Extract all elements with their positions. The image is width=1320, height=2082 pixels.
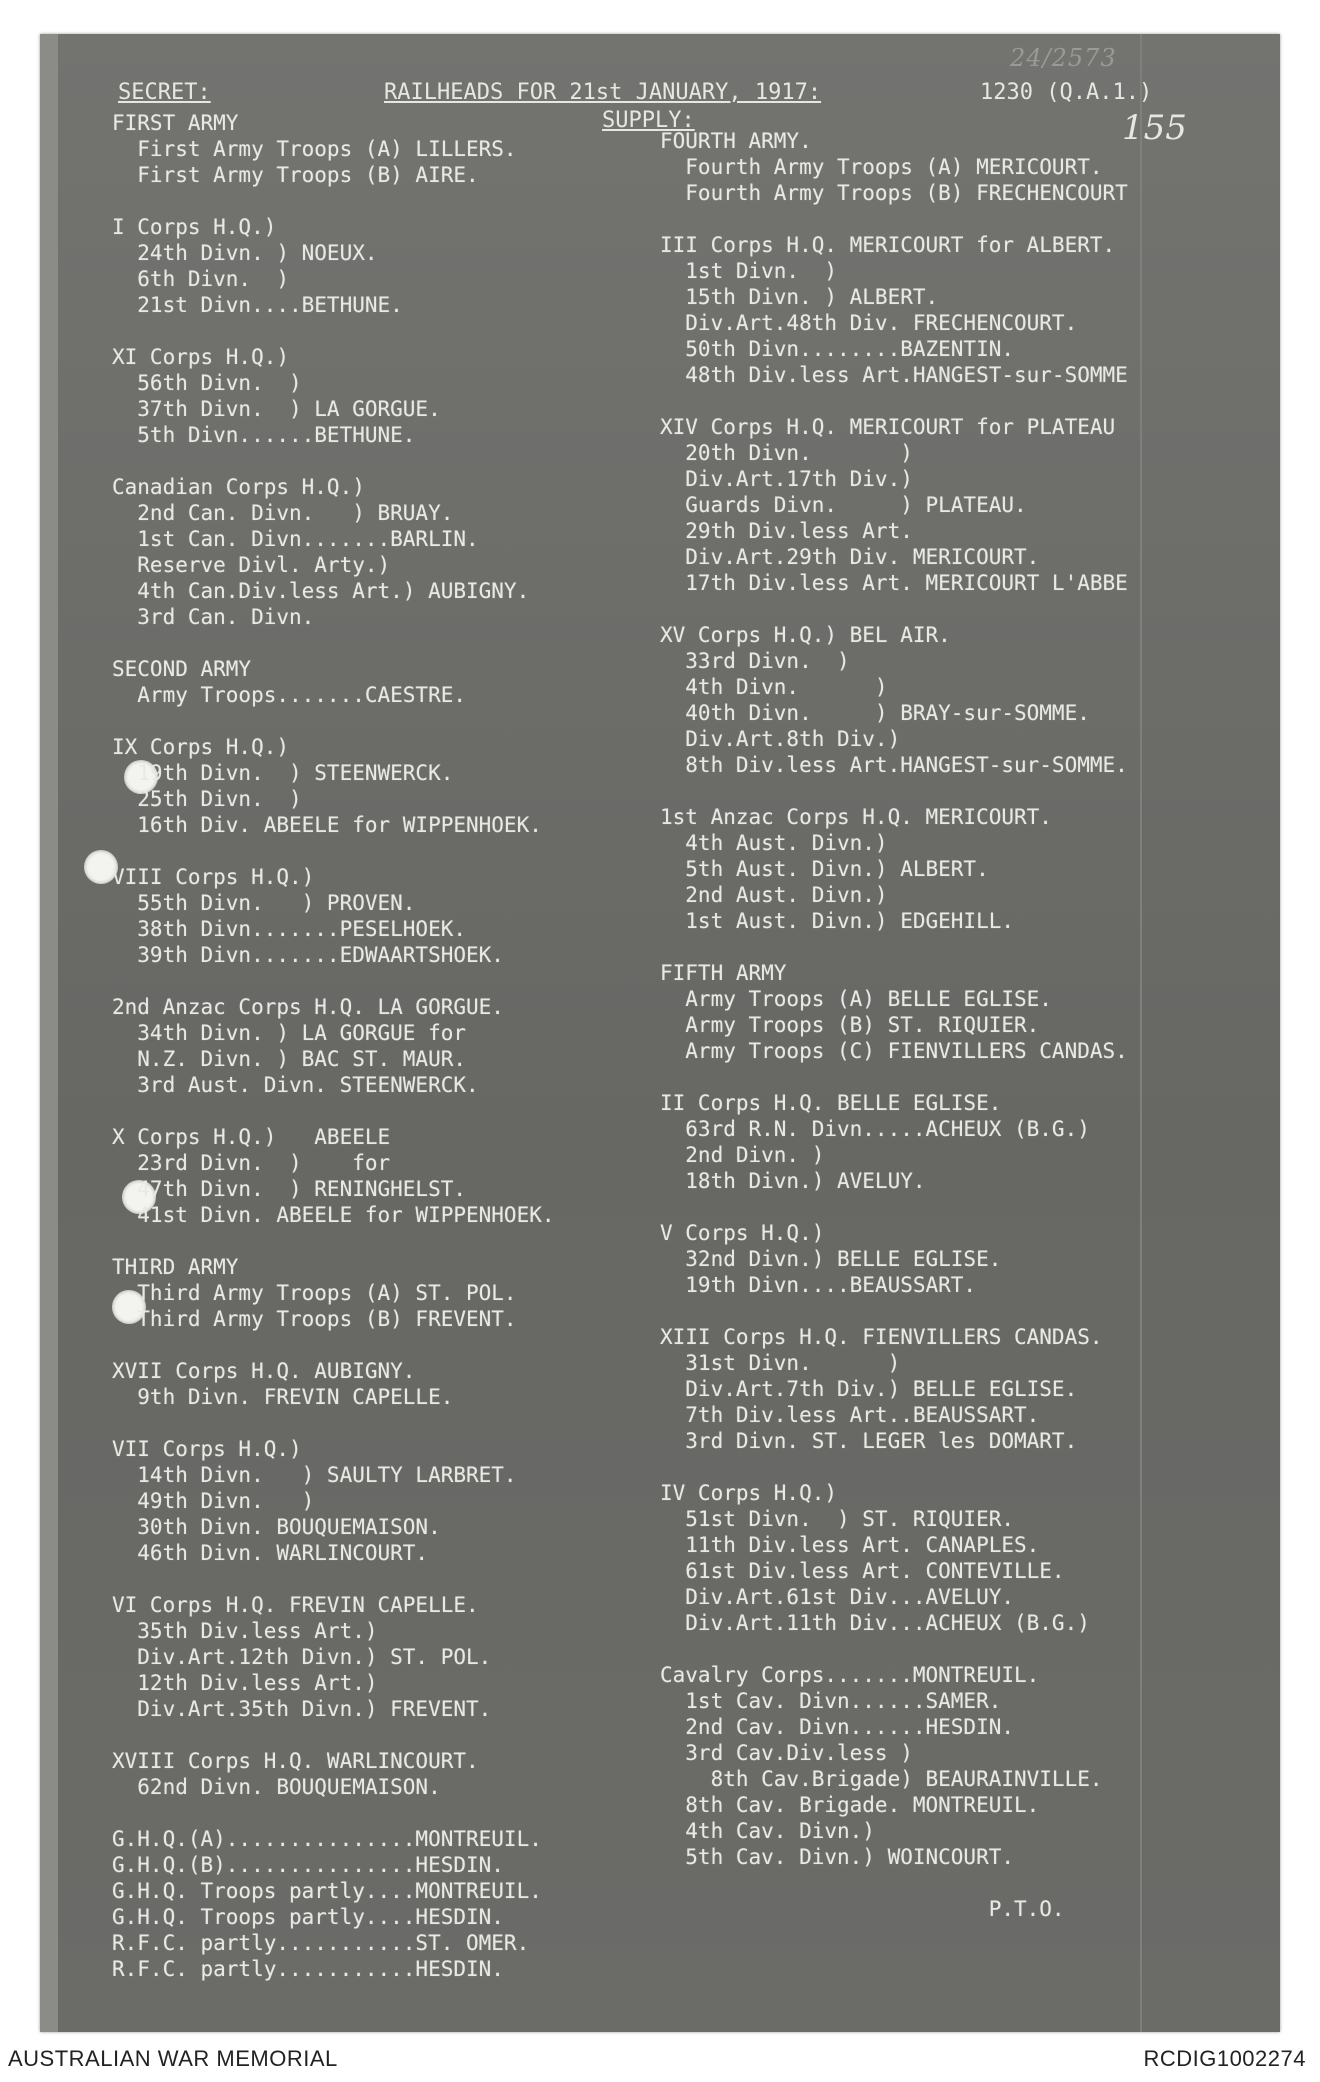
right-entry-line: [660, 1064, 1280, 1090]
left-entry-line: Third Army Troops (B) FREVENT.: [112, 1307, 517, 1331]
left-entry-line: G.H.Q. Troops partly....MONTREUIL.: [112, 1879, 542, 1903]
left-entry-line: [112, 1228, 712, 1254]
left-entry-line: 14th Divn. ) SAULTY LARBRET.: [112, 1463, 517, 1487]
right-entry-line: 4th Divn. ): [660, 675, 888, 699]
right-entry-line: 5th Cav. Divn.) WOINCOURT.: [660, 1845, 1015, 1869]
right-column: [660, 128, 1280, 1922]
left-entry-line: [112, 708, 712, 734]
right-entry-line: Fourth Army Troops (A) MERICOURT.: [660, 155, 1103, 179]
right-entry-line: 48th Div.less Art.HANGEST-sur-SOMME: [660, 363, 1128, 387]
right-entry-line: [660, 1636, 1280, 1662]
right-entry-line: Div.Art.11th Div...ACHEUX (B.G.): [660, 1611, 1090, 1635]
supply-label: SUPPLY:: [602, 108, 695, 133]
left-entry-line: THIRD ARMY: [112, 1255, 239, 1279]
left-entry-line: 38th Divn.......PESELHOEK.: [112, 917, 467, 941]
right-entry-line: 4th Cav. Divn.): [660, 1819, 875, 1843]
right-entry-line: Div.Art.61st Div...AVELUY.: [660, 1585, 1015, 1609]
left-entry-line: 24th Divn. ) NOEUX.: [112, 241, 378, 265]
right-entry-line: 3rd Divn. ST. LEGER les DOMART.: [660, 1429, 1078, 1453]
right-entry-line: 63rd R.N. Divn.....ACHEUX (B.G.): [660, 1117, 1090, 1141]
left-entry-line: [112, 1722, 712, 1748]
right-entry-line: XV Corps H.Q.) BEL AIR.: [660, 623, 951, 647]
left-entry-line: 1st Can. Divn.......BARLIN.: [112, 527, 479, 551]
right-entry-line: 33rd Divn. ): [660, 649, 850, 673]
right-entry-line: 50th Divn........BAZENTIN.: [660, 337, 1015, 361]
left-entry-line: 16th Div. ABEELE for WIPPENHOEK.: [112, 813, 542, 837]
left-entry-line: 12th Div.less Art.): [112, 1671, 378, 1695]
right-entry-line: 1st Cav. Divn......SAMER.: [660, 1689, 1002, 1713]
left-entry-line: 37th Divn. ) LA GORGUE.: [112, 397, 441, 421]
right-entry-line: [660, 778, 1280, 804]
right-entry-line: 20th Divn. ): [660, 441, 913, 465]
left-entry-line: 2nd Can. Divn. ) BRUAY.: [112, 501, 454, 525]
right-entry-line: 15th Divn. ) ALBERT.: [660, 285, 939, 309]
footer-source: AUSTRALIAN WAR MEMORIAL: [8, 2046, 338, 2071]
right-entry-line: [660, 1194, 1280, 1220]
right-entry-line: FIFTH ARMY: [660, 961, 787, 985]
left-entry-line: I Corps H.Q.): [112, 215, 277, 239]
left-entry-line: [112, 838, 712, 864]
left-entry-line: [112, 968, 712, 994]
left-entry-line: Canadian Corps H.Q.): [112, 475, 365, 499]
right-entry-line: XIII Corps H.Q. FIENVILLERS CANDAS.: [660, 1325, 1103, 1349]
left-entry-line: Div.Art.35th Divn.) FREVENT.: [112, 1697, 492, 1721]
left-entry-line: Div.Art.12th Divn.) ST. POL.: [112, 1645, 492, 1669]
left-entry-line: [112, 1800, 712, 1826]
right-entry-line: Div.Art.17th Div.): [660, 467, 913, 491]
right-entry-line: 2nd Divn. ): [660, 1143, 825, 1167]
right-entry-line: Cavalry Corps.......MONTREUIL.: [660, 1663, 1040, 1687]
folio-number: 155: [1122, 108, 1187, 148]
document-time: 1230 (Q.A.1.): [980, 80, 1153, 105]
right-entry-line: 40th Divn. ) BRAY-sur-SOMME.: [660, 701, 1090, 725]
right-entry-line: Army Troops (A) BELLE EGLISE.: [660, 987, 1052, 1011]
right-entry-line: 3rd Cav.Div.less ): [660, 1741, 913, 1765]
right-entry-line: 1st Anzac Corps H.Q. MERICOURT.: [660, 805, 1052, 829]
left-entry-line: R.F.C. partly...........HESDIN.: [112, 1957, 504, 1981]
right-entry-line: 31st Divn. ): [660, 1351, 901, 1375]
right-entry-line: 18th Divn.) AVELUY.: [660, 1169, 926, 1193]
left-entry-line: G.H.Q. Troops partly....HESDIN.: [112, 1905, 504, 1929]
left-entry-line: [112, 448, 712, 474]
right-entry-line: FOURTH ARMY.: [660, 129, 812, 153]
left-entry-line: [112, 1332, 712, 1358]
left-entry-line: 21st Divn....BETHUNE.: [112, 293, 403, 317]
left-entry-line: 23rd Divn. ) for: [112, 1151, 391, 1175]
right-entry-line: Div.Art.8th Div.): [660, 727, 901, 751]
pencil-note: 24/2573: [1010, 44, 1117, 72]
right-entry-line: [660, 206, 1280, 232]
left-entry-line: IX Corps H.Q.): [112, 735, 290, 759]
left-entry-line: [112, 188, 712, 214]
right-entry-line: 8th Cav.Brigade) BEAURAINVILLE.: [660, 1767, 1103, 1791]
left-entry-line: VII Corps H.Q.): [112, 1437, 302, 1461]
right-entry-line: 17th Div.less Art. MERICOURT L'ABBE: [660, 571, 1128, 595]
left-entry-line: Reserve Divl. Arty.): [112, 553, 391, 577]
right-entry-line: 1st Aust. Divn.) EDGEHILL.: [660, 909, 1015, 933]
right-entry-line: Fourth Army Troops (B) FRECHENCOURT: [660, 181, 1128, 205]
right-entry-line: XIV Corps H.Q. MERICOURT for PLATEAU: [660, 415, 1116, 439]
right-entry-line: 51st Divn. ) ST. RIQUIER.: [660, 1507, 1015, 1531]
left-entry-line: G.H.Q.(B)...............HESDIN.: [112, 1853, 504, 1877]
left-entry-line: X Corps H.Q.) ABEELE: [112, 1125, 391, 1149]
left-entry-line: 19th Divn. ) STEENWERCK.: [112, 761, 454, 785]
left-entry-line: Third Army Troops (A) ST. POL.: [112, 1281, 517, 1305]
left-entry-line: [112, 630, 712, 656]
left-entry-line: 3rd Can. Divn.: [112, 605, 315, 629]
left-entry-line: 4th Can.Div.less Art.) AUBIGNY.: [112, 579, 530, 603]
left-entry-line: FIRST ARMY: [112, 111, 239, 135]
document-title: RAILHEADS FOR 21st JANUARY, 1917:: [384, 80, 822, 105]
left-entry-line: 56th Divn. ): [112, 371, 302, 395]
left-entry-line: First Army Troops (B) AIRE.: [112, 163, 479, 187]
right-entry-line: II Corps H.Q. BELLE EGLISE.: [660, 1091, 1002, 1115]
right-entry-line: III Corps H.Q. MERICOURT for ALBERT.: [660, 233, 1116, 257]
left-entry-line: 47th Divn. ) RENINGHELST.: [112, 1177, 467, 1201]
right-entry-line: Div.Art.48th Div. FRECHENCOURT.: [660, 311, 1078, 335]
right-entry-line: 4th Aust. Divn.): [660, 831, 888, 855]
right-entry-line: 19th Divn....BEAUSSART.: [660, 1273, 977, 1297]
left-entry-line: 39th Divn.......EDWAARTSHOEK.: [112, 943, 504, 967]
left-entry-line: 34th Divn. ) LA GORGUE for: [112, 1021, 467, 1045]
right-entry-line: Div.Art.29th Div. MERICOURT.: [660, 545, 1040, 569]
right-entry-line: [660, 1454, 1280, 1480]
right-entry-line: [660, 1870, 1280, 1896]
right-entry-line: 8th Cav. Brigade. MONTREUIL.: [660, 1793, 1040, 1817]
footer-id: RCDIG1002274: [1143, 2046, 1306, 2071]
left-entry-line: R.F.C. partly...........ST. OMER.: [112, 1931, 530, 1955]
left-entry-line: VIII Corps H.Q.): [112, 865, 315, 889]
right-entry-line: IV Corps H.Q.): [660, 1481, 838, 1505]
left-entry-line: 49th Divn. ): [112, 1489, 315, 1513]
right-entry-line: [660, 596, 1280, 622]
right-entry-line: 1st Divn. ): [660, 259, 838, 283]
right-entry-line: [660, 934, 1280, 960]
left-entry-line: 46th Divn. WARLINCOURT.: [112, 1541, 429, 1565]
left-entry-line: G.H.Q.(A)...............MONTREUIL.: [112, 1827, 542, 1851]
left-entry-line: 25th Divn. ): [112, 787, 302, 811]
right-entry-line: 2nd Aust. Divn.): [660, 883, 888, 907]
left-entry-line: N.Z. Divn. ) BAC ST. MAUR.: [112, 1047, 467, 1071]
secret-label: SECRET:: [118, 80, 211, 105]
right-entry-line: P.T.O.: [660, 1897, 1065, 1921]
right-entry-line: Div.Art.7th Div.) BELLE EGLISE.: [660, 1377, 1078, 1401]
left-entry-line: 55th Divn. ) PROVEN.: [112, 891, 416, 915]
right-entry-line: 5th Aust. Divn.) ALBERT.: [660, 857, 989, 881]
left-entry-line: [112, 318, 712, 344]
right-entry-line: 61st Div.less Art. CONTEVILLE.: [660, 1559, 1065, 1583]
right-entry-line: 7th Div.less Art..BEAUSSART.: [660, 1403, 1040, 1427]
right-entry-line: Army Troops (C) FIENVILLERS CANDAS.: [660, 1039, 1128, 1063]
left-entry-line: XVIII Corps H.Q. WARLINCOURT.: [112, 1749, 479, 1773]
right-entry-line: 29th Div.less Art.: [660, 519, 913, 543]
left-entry-line: XI Corps H.Q.): [112, 345, 290, 369]
left-column: [112, 110, 712, 1982]
left-entry-line: 6th Divn. ): [112, 267, 290, 291]
left-entry-line: 2nd Anzac Corps H.Q. LA GORGUE.: [112, 995, 504, 1019]
right-entry-line: [660, 388, 1280, 414]
left-entry-line: 41st Divn. ABEELE for WIPPENHOEK.: [112, 1203, 555, 1227]
sheet-left-edge: [40, 34, 58, 2032]
left-entry-line: 30th Divn. BOUQUEMAISON.: [112, 1515, 441, 1539]
left-entry-line: Army Troops.......CAESTRE.: [112, 683, 467, 707]
left-entry-line: [112, 1098, 712, 1124]
right-entry-line: Army Troops (B) ST. RIQUIER.: [660, 1013, 1040, 1037]
right-entry-line: 2nd Cav. Divn......HESDIN.: [660, 1715, 1015, 1739]
left-entry-line: 35th Div.less Art.): [112, 1619, 378, 1643]
left-entry-line: 9th Divn. FREVIN CAPELLE.: [112, 1385, 454, 1409]
left-entry-line: 62nd Divn. BOUQUEMAISON.: [112, 1775, 441, 1799]
left-entry-line: VI Corps H.Q. FREVIN CAPELLE.: [112, 1593, 479, 1617]
document-header: [118, 80, 1198, 110]
right-entry-line: 11th Div.less Art. CANAPLES.: [660, 1533, 1040, 1557]
left-entry-line: SECOND ARMY: [112, 657, 252, 681]
left-entry-line: [112, 1566, 712, 1592]
right-entry-line: 32nd Divn.) BELLE EGLISE.: [660, 1247, 1002, 1271]
right-entry-line: Guards Divn. ) PLATEAU.: [660, 493, 1027, 517]
left-entry-line: 5th Divn......BETHUNE.: [112, 423, 416, 447]
left-entry-line: XVII Corps H.Q. AUBIGNY.: [112, 1359, 416, 1383]
right-entry-line: [660, 1298, 1280, 1324]
left-entry-line: First Army Troops (A) LILLERS.: [112, 137, 517, 161]
right-entry-line: V Corps H.Q.): [660, 1221, 825, 1245]
right-entry-line: 8th Div.less Art.HANGEST-sur-SOMME.: [660, 753, 1128, 777]
left-entry-line: 3rd Aust. Divn. STEENWERCK.: [112, 1073, 479, 1097]
left-entry-line: [112, 1410, 712, 1436]
